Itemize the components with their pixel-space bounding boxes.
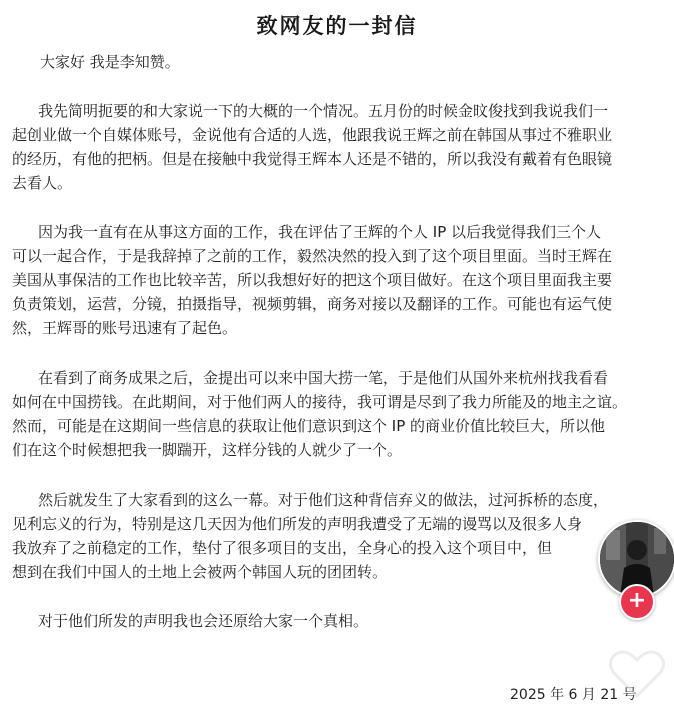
- plus-button[interactable]: +: [619, 584, 655, 620]
- paragraph-line: 如何在中国捞钱。在此期间，对于他们两人的接待，我可谓是尽到了我力所能及的地主之谊。: [12, 393, 628, 411]
- paragraph-line: 然后就发生了大家看到的这么一幕。对于他们这种背信弃义的做法，过河拆桥的态度，: [38, 491, 609, 509]
- paragraph-line: 因为我一直有在从事这方面的工作，我在评估了王辉的个人 IP 以后我觉得我们三个人: [38, 223, 602, 241]
- paragraph-line: 然而，可能是在这期间一些信息的获取让他们意识到这个 IP 的商业价值比较巨大，所以他: [12, 417, 606, 435]
- paragraph-line: 在看到了商务成果之后，金提出可以来中国大捞一笔，于是他们从国外来杭州找我看看: [38, 369, 609, 387]
- paragraph-line: 对于他们所发的声明我也会还原给大家一个真相。: [38, 612, 369, 630]
- paragraph-5: [12, 609, 662, 633]
- letter-greeting: 大家好 我是李知赞。: [40, 53, 180, 71]
- paragraph-line: 我先简明扼要的和大家说一下的大概的一个情况。五月份的时候金旼俊找到我说我们一: [38, 102, 609, 120]
- paragraph-line: 然，王辉哥的账号迅速有了起色。: [12, 319, 238, 337]
- paragraph-3: [12, 366, 662, 462]
- paragraph-line: 去看人。: [12, 174, 73, 192]
- paragraph-line: 可以一起合作，于是我辞掉了之前的工作，毅然决然的投入到了这个项目里面。当时王辉在: [12, 247, 613, 265]
- paragraph-line: 们在这个时候想把我一脚踹开，这样分钱的人就少了一个。: [12, 441, 403, 459]
- paragraph-line: 美国从事保洁的工作也比较辛苦，所以我想好好的把这个项目做好。在这个项目里面我主要: [12, 271, 613, 289]
- paragraph-line: 负责策划，运营，分镜，拍摄指导，视频剪辑，商务对接以及翻译的工作。可能也有运气使: [12, 295, 613, 313]
- paragraph-line: 想到在我们中国人的土地上会被两个韩国人玩的团团转。: [12, 563, 388, 581]
- paragraph-line: 见利忘义的行为，特别是这几天因为他们所发的声明我遭受了无端的谩骂以及很多人身: [12, 515, 583, 533]
- letter-date: 2025 年 6 月 21 号: [510, 687, 637, 703]
- letter-title: 致网友的一封信: [256, 13, 418, 38]
- paragraph-1: [12, 99, 662, 195]
- paragraph-4: [12, 488, 662, 584]
- heart-icon: [604, 640, 670, 706]
- paragraph-line: 我放弃了之前稳定的工作，垫付了很多项目的支出，全身心的投入这个项目中，但: [12, 539, 553, 557]
- paragraph-2: [12, 220, 662, 340]
- paragraph-line: 起创业做一个自媒体账号，金说他有合适的人选，他跟我说王辉之前在韩国从事过不雅职业: [12, 126, 613, 144]
- paragraph-line: 的经历，有他的把柄。但是在接触中我觉得王辉本人还是不错的，所以我没有戴着有色眼镜: [12, 150, 613, 168]
